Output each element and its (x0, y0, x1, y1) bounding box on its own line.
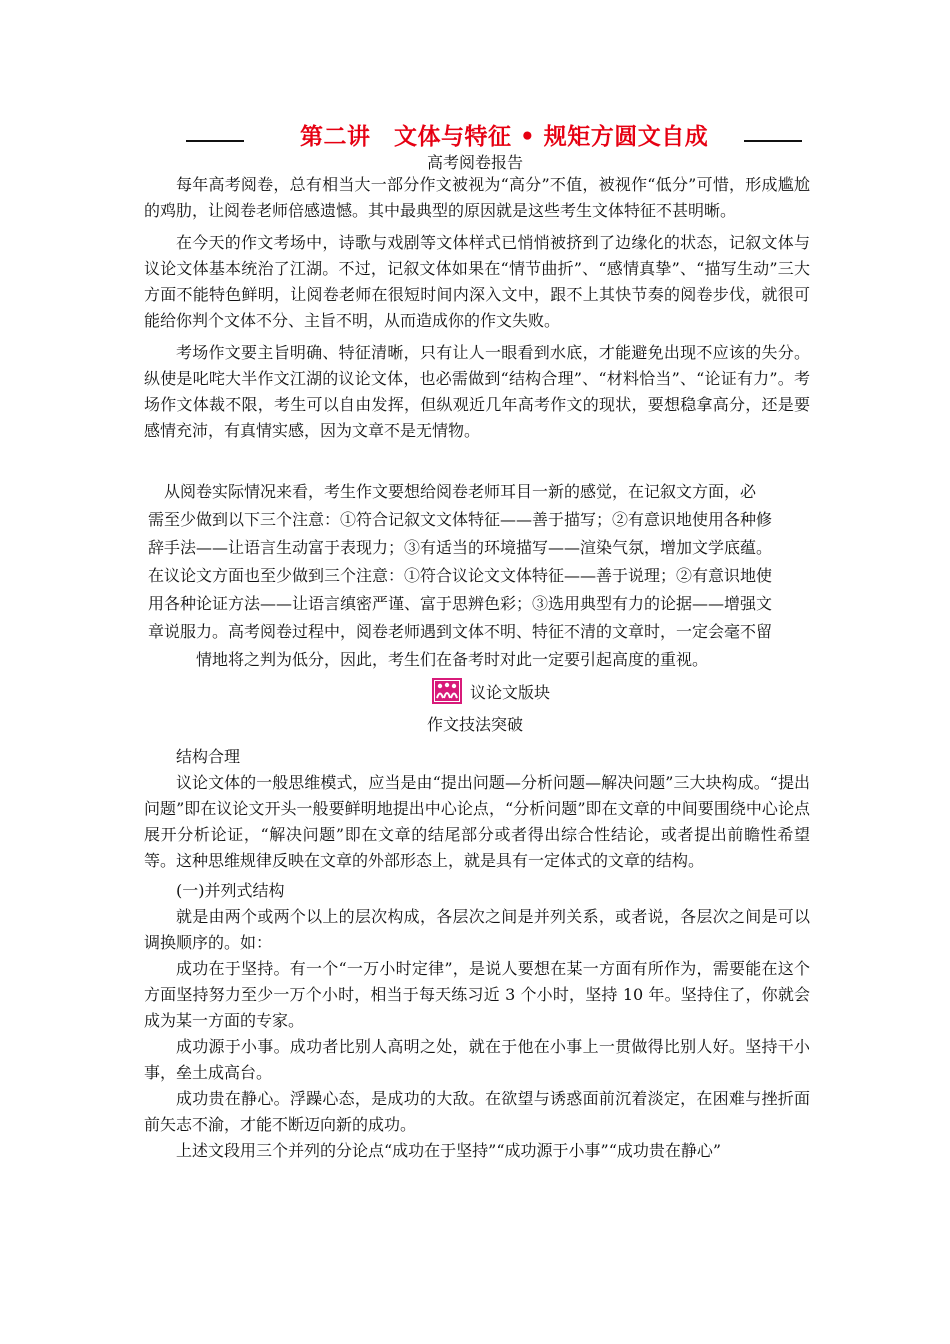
example-paragraph: 成功源于小事。成功者比别人高明之处，就在于他在小事上一贯做得比别人好。坚持干小事，垒土成高台。 (144, 1037, 810, 1082)
example-paragraph: 成功在于坚持。有一个“一万小时定律”，是说人要想在某一方面有所作为，需要能在这个方面坚持努力至少一万个小时，相当于每天练习近 3 个小时，坚持 10 年。坚持住了，你就会成为某一方面的专家。 (144, 959, 810, 1030)
body-paragraph: 就是由两个或两个以上的层次构成，各层次之间是并列关系，或者说，各层次之间是可以调换顺序的。如： (144, 907, 810, 952)
subheading: (一)并列式结构 (176, 881, 285, 900)
intro-section (144, 172, 810, 444)
section-subtitle: 作文技法突破 (426, 715, 523, 734)
paragraph-line: 情地将之判为低分，因此，考生们在备考时对此一定要引起高度的重视。 (148, 650, 709, 669)
body-paragraph: 议论文体的一般思维模式，应当是由“提出问题—分析问题—解决问题”三大块构成。“提出问题”即在议论文开头一般要鲜明地提出中心论点，“分析问题”即在文章的中间要围绕中心论点展开分析论证，“解决问题”即在文章的结尾部分或者得出综合性结论，或者提出前瞻性希望等。这种思维规律反映在文章的外部形态上，就是具有一定体式的文章的结构。 (144, 773, 810, 870)
paragraph-line: 用各种论证方法——让语言缜密严谨、富于思辨色彩；③选用典型有力的论据——增强文 (148, 594, 773, 613)
paragraph-line: 辞手法——让语言生动富于表现力；③有适当的环境描写——渲染气氛，增加文学底蕴。 (148, 538, 773, 557)
reading-report-paragraph (148, 478, 808, 674)
example-paragraph: 成功贵在静心。浮躁心态，是成功的大敌。在欲望与诱惑面前沉着淡定，在困难与挫折面前矢志不渝，才能不断迈向新的成功。 (144, 1089, 810, 1134)
paragraph-line: 在议论文方面也至少做到三个注意：①符合议论文文体特征——善于说理；②有意识地使 (148, 566, 773, 585)
body-paragraph: 上述文段用三个并列的分论点“成功在于坚持”“成功源于小事”“成功贵在静心” (176, 1141, 722, 1160)
page-title: 第二讲 文体与特征 • 规矩方圆文自成 (300, 124, 709, 150)
title-rule-right (744, 140, 802, 142)
people-group-icon (432, 678, 462, 704)
intro-paragraph: 在今天的作文考场中，诗歌与戏剧等文体样式已悄悄被挤到了边缘化的状态，记叙文体与议论文体基本统治了江湖。不过，记叙文体如果在“情节曲折”、“感情真挚”、“描写生动”三大方面不能特色鲜明，让阅卷老师在很短时间内深入文中，跟不上其快节奏的阅卷步伐，就很可能给你判个文体不分、主旨不明，从而造成你的作文失败。 (144, 233, 810, 330)
section-header (0, 676, 950, 704)
body-section (144, 744, 810, 1164)
paragraph-line: 章说服力。高考阅卷过程中，阅卷老师遇到文体不明、特征不清的文章时，一定会毫不留 (148, 622, 773, 641)
page-subtitle: 高考阅卷报告 (426, 153, 523, 172)
title-row (0, 118, 950, 154)
intro-paragraph: 每年高考阅卷，总有相当大一部分作文被视为“高分”不值，被视作“低分”可惜，形成尴尬的鸡肋，让阅卷老师倍感遗憾。其中最典型的原因就是这些考生文体特征不甚明晰。 (144, 175, 810, 220)
title-rule-left (186, 140, 244, 142)
subheading: 结构合理 (176, 747, 241, 766)
intro-paragraph: 考场作文要主旨明确、特征清晰，只有让人一眼看到水底，才能避免出现不应该的失分。纵使是叱咤大半作文江湖的议论文体，也必需做到“结构合理”、“材料恰当”、“论证有力”。考场作文体裁不限，考生可以自由发挥，但纵观近几年高考作文的现状，要想稳拿高分，还是要感情充沛，有真情实感，因为文章不是无情物。 (144, 343, 810, 440)
paragraph-line: 从阅卷实际情况来看，考生作文要想给阅卷老师耳目一新的感觉，在记叙文方面，必 (148, 482, 757, 501)
section-label: 议论文版块 (470, 683, 551, 702)
paragraph-line: 需至少做到以下三个注意：①符合记叙文文体特征——善于描写；②有意识地使用各种修 (148, 510, 773, 529)
